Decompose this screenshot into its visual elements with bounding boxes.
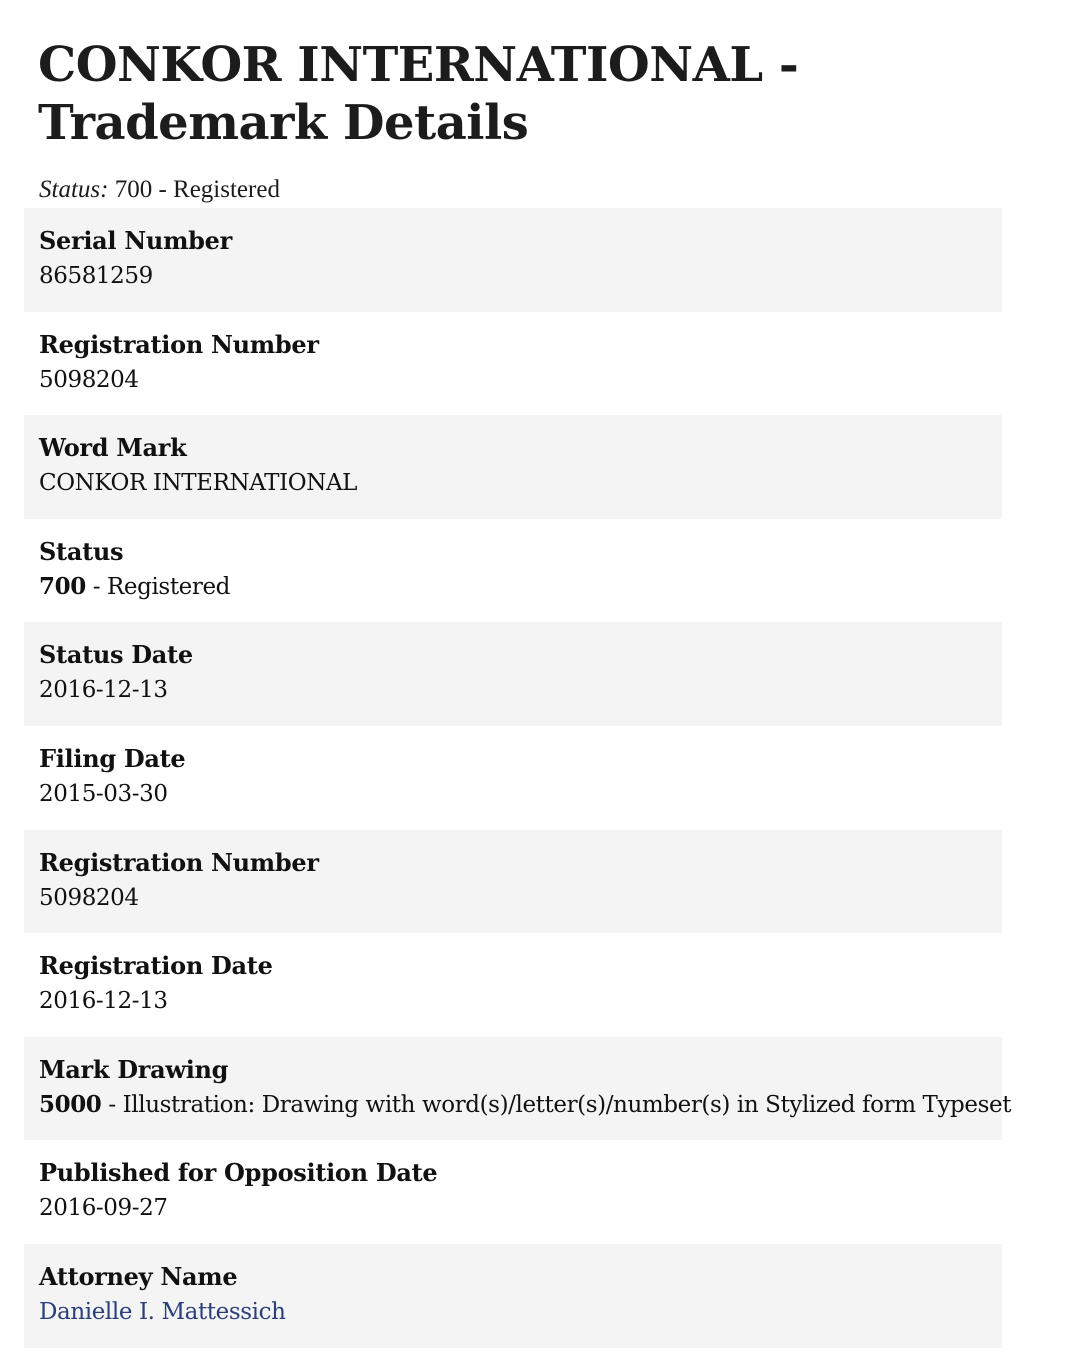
status-value [39,569,987,605]
detail-label: Status [39,536,124,566]
attorney-name-value [39,1294,987,1330]
status-code: 700 [39,572,86,600]
status-summary-value: 700 - Registered [114,176,280,203]
detail-label: Word Mark [39,433,187,463]
detail-label: Mark Drawing [39,1054,229,1084]
status-summary [39,174,280,206]
detail-row-serial-number [24,208,1002,312]
registration-number-value: 5098204 [39,366,139,393]
detail-row-mark-drawing [24,1037,1012,1141]
published-for-opposition-date-value: 2016-09-27 [39,1195,168,1222]
status-text: Registered [107,573,231,600]
details-list [24,208,1012,1348]
detail-row-word-mark [24,415,1002,519]
mark-drawing-value [39,1087,1012,1123]
detail-row-registration-number-2 [24,830,1002,934]
detail-row-published-for-opposition-date [24,1140,1002,1244]
detail-label: Registration Number [39,329,319,359]
detail-label: Registration Number [39,847,319,877]
detail-row-registration-date [24,933,1002,1037]
mark-drawing-separator: - [101,1091,123,1118]
mark-drawing-text: Illustration: Drawing with word(s)/letter(s)/number(s) in Stylized form Typeset [122,1091,1012,1118]
status-date-value: 2016-12-13 [39,677,168,704]
serial-number-value: 86581259 [39,263,153,289]
detail-row-attorney-name [24,1244,1002,1348]
filing-date-value: 2015-03-30 [39,780,168,807]
detail-label: Filing Date [39,743,186,773]
detail-row-status-date [24,622,1002,726]
detail-row-status [24,519,1002,623]
attorney-name-link[interactable]: Danielle I. Mattessich [39,1298,286,1325]
detail-label: Serial Number [39,226,232,255]
registration-date-value: 2016-12-13 [39,988,168,1015]
detail-row-registration-number [24,312,1002,416]
page-title: CONKOR INTERNATIONAL - Trademark Details [38,37,799,151]
detail-label: Attorney Name [39,1261,238,1291]
registration-number-value: 5098204 [39,884,139,911]
status-separator: - [85,573,108,600]
detail-label: Registration Date [39,951,273,981]
word-mark-value: CONKOR INTERNATIONAL [39,470,358,497]
status-summary-label: Status: [39,176,109,203]
detail-label: Status Date [39,640,193,670]
mark-drawing-code: 5000 [39,1090,102,1118]
detail-row-filing-date [24,726,1002,830]
detail-label: Published for Opposition Date [39,1158,438,1188]
